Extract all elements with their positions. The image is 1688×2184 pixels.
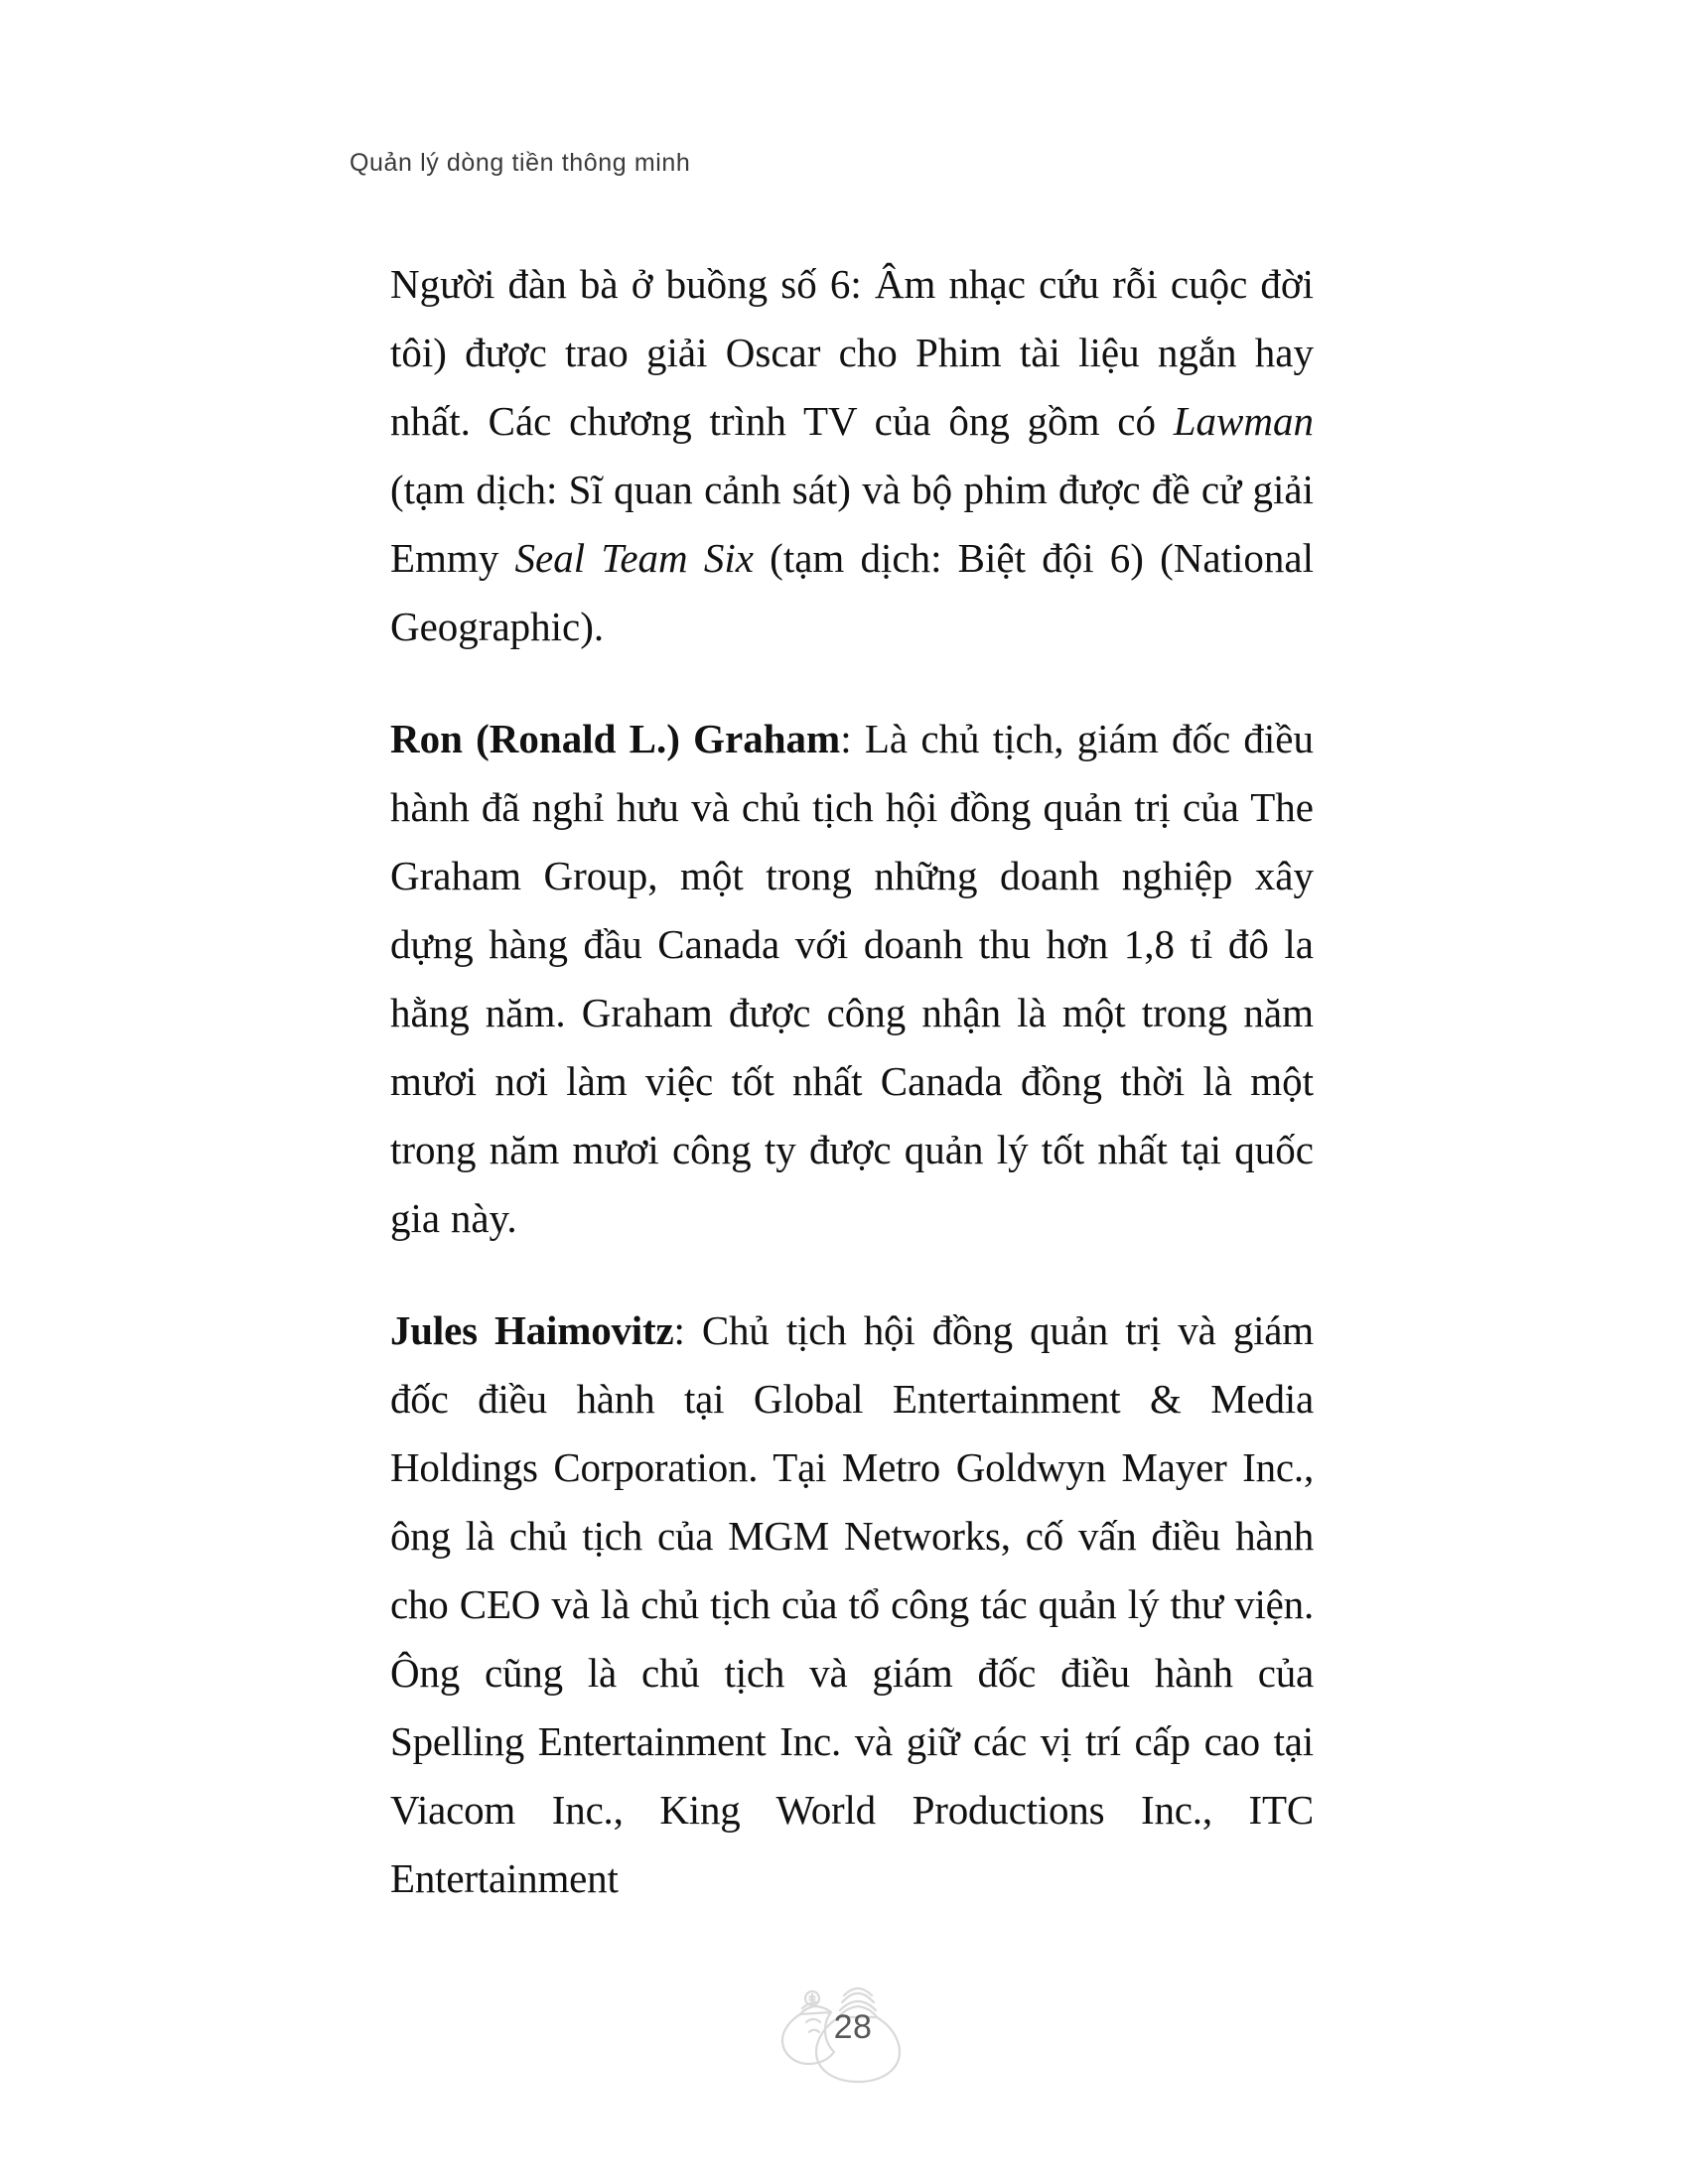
page-footer [0, 1961, 1688, 2100]
paragraph-ron-graham: Ron (Ronald L.) Graham: Là chủ tịch, giám đốc điều hành đã nghỉ hưu và chủ tịch hội đồng quản trị của The Graham Group, một trong những doanh nghiệp xây dựng hàng đầu Canada với doanh thu hơn 1,8 tỉ đô la hằng năm. Graham được công nhận là một trong năm mươi nơi làm việc tốt nhất Canada đồng thời là một trong năm mươi công ty được quản lý tốt nhất tại quốc gia này. [390, 716, 1314, 1241]
person-name: Jules Haimovitz [390, 1307, 674, 1353]
paragraph-oscar: Người đàn bà ở buồng số 6: Âm nhạc cứu rỗi cuộc đời tôi) được trao giải Oscar cho Phim tài liệu ngắn hay nhất. Các chương trình TV của ông gồm có Lawman (tạm dịch: Sĩ quan cảnh sát) và bộ phim được đề cử giải Emmy Seal Team Six (tạm dịch: Biệt đội 6) (National Geographic). [390, 261, 1314, 649]
paragraph-jules-haimovitz: Jules Haimovitz: Chủ tịch hội đồng quản trị và giám đốc điều hành tại Global Entertainment & Media Holdings Corporation. Tại Metro Goldwyn Mayer Inc., ông là chủ tịch của MGM Networks, cố vấn điều hành cho CEO và là chủ tịch của tổ công tác quản lý thư viện. Ông cũng là chủ tịch và giám đốc điều hành của Spelling Entertainment Inc. và giữ các vị trí cấp cao tại Viacom Inc., King World Productions Inc., ITC Entertainment [390, 1307, 1314, 1901]
body-text-column [390, 250, 1314, 1913]
work-title: Seal Team Six [514, 535, 754, 581]
running-header: Quản lý dòng tiền thông minh [350, 149, 691, 177]
person-name: Ron (Ronald L.) Graham [390, 716, 841, 761]
work-title: Lawman [1173, 398, 1314, 444]
page-number: 28 [833, 2008, 873, 2046]
